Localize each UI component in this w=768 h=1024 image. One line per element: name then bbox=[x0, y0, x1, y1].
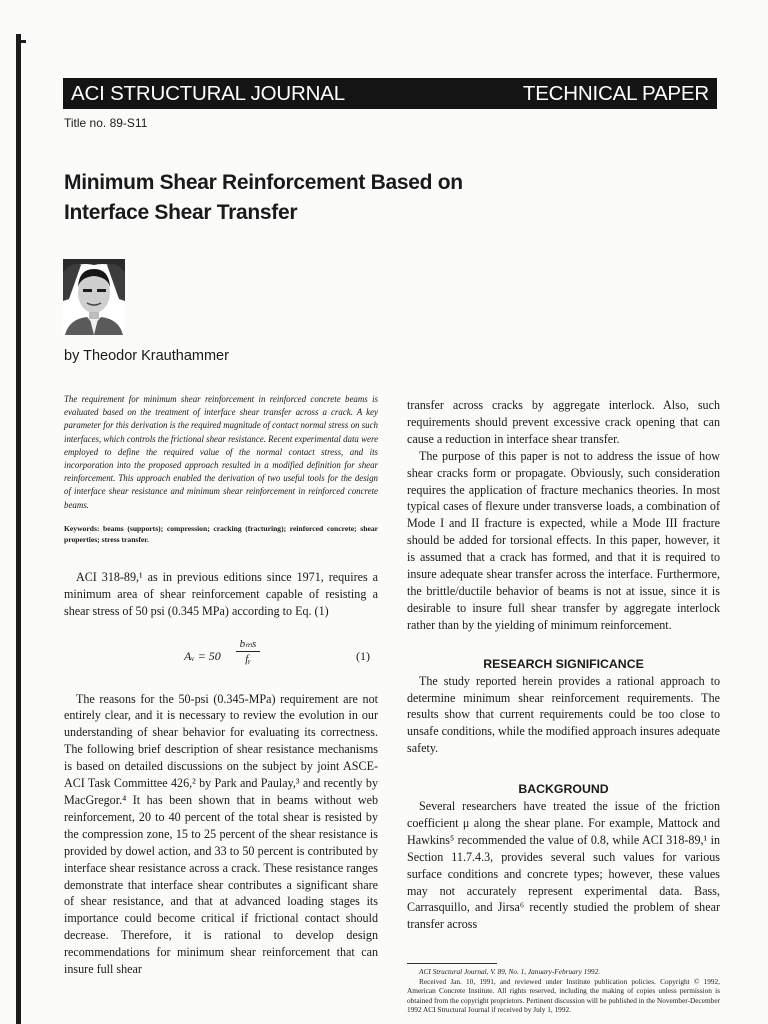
paper-title-line-2: Interface Shear Transfer bbox=[64, 201, 298, 224]
equation-lhs: Aᵥ = 50 bbox=[184, 648, 221, 663]
footnote-copyright: Received Jan. 10, 1991, and reviewed under Institute publication policies. Copyright © 1992, American Concrete Institute. All rights reserved, including the making of copies unless permission is obtained from the copyright proprietors. Pertinent discussion will be published in the November-December 1992 ACI Structural Journal if received by July 1, 1992. bbox=[407, 976, 720, 1015]
equation-fraction bbox=[236, 637, 260, 666]
author-photo bbox=[63, 259, 125, 335]
equation-denominator: fᵧ bbox=[236, 651, 260, 666]
abstract: The requirement for minimum shear reinforcement in reinforced concrete beams is evaluated based on the treatment of interface shear transfer across a crack. A key parameter for this derivation is the required magnitude of contact normal stress on such interfaces, which controls the frictional shear resistance. Recent experimental data were employed to define the required value of the normal contact stress, and its incorporation into the proposed approach resulted in a modified definition for shear reinforcement. This approach enabled the derivation of two useful tools for the design of interface shear resistance and minimum shear reinforcement in reinforced concrete beams. bbox=[64, 394, 379, 510]
footnote bbox=[407, 963, 720, 1015]
author-byline: by Theodor Krauthammer bbox=[64, 348, 229, 364]
keywords: Keywords: beams (supports); compression; cracking (fracturing); reinforced concrete; shear properties; stress transfer. bbox=[64, 523, 378, 544]
section-heading-background: BACKGROUND bbox=[518, 782, 609, 797]
equation-numerator: bₘs bbox=[239, 637, 257, 650]
right-paragraph-2: The purpose of this paper is not to address the issue of how shear cracks form or propagate. Obviously, such consideration requires the application of fracture mechanics theories. In most typical cases of flexure under transverse loads, a combination of Mode I and II fracture is expected, while a Mode III fracture should be added for torsional effects. In this paper, however, it is assumed that a crack has formed, and that it is required to insure adequate shear transfer across the interface. Furthermore, the brittle/ductile behavior of beams is not at issue, since it is desirable to insure full shear transfer by aggregate interlock rather than by the yielding of minimum reinforcement. bbox=[407, 448, 720, 632]
binding-edge bbox=[16, 34, 21, 1024]
background-paragraph: Several researchers have treated the issue of the friction coefficient μ along the shear plane. For example, Mattock and Hawkins⁵ recommended the value of 0.8, while ACI 318-89,¹ in Section 11.7.4.3, provides several such values for various surface conditions and concrete types; however, these values may not accurately represent experimental data. Bass, Carrasquillo, and Jirsa⁶ recently studied the problem of shear transfer across bbox=[407, 799, 720, 932]
binding-edge-mark bbox=[21, 40, 26, 43]
research-significance-paragraph: The study reported herein provides a rational approach to determine minimum shear reinforcement requirements. The results show that current requirements could be too close to unsafe conditions, while the modified approach insures adequate safety. bbox=[407, 673, 720, 756]
section-heading-research-significance: RESEARCH SIGNIFICANCE bbox=[483, 656, 644, 671]
paper-title bbox=[64, 168, 463, 228]
title-number: Title no. 89-S11 bbox=[64, 116, 148, 130]
paper-type: TECHNICAL PAPER bbox=[522, 81, 709, 105]
journal-name: ACI STRUCTURAL JOURNAL bbox=[71, 81, 345, 105]
right-column bbox=[407, 397, 720, 933]
journal-banner bbox=[63, 78, 717, 109]
equation-1 bbox=[64, 637, 378, 677]
equation-number: (1) bbox=[356, 648, 370, 663]
intro-paragraph-1: ACI 318-89,¹ as in previous editions since 1971, requires a minimum area of shear reinforcement capable of resisting a shear stress of 50 psi (0.345 MPa) according to Eq. (1) bbox=[64, 569, 378, 618]
intro-paragraph-2: The reasons for the 50-psi (0.345-MPa) requirement are not entirely clear, and it is necessary to review the evolution in our understanding of shear behavior for evaluating its correctness. The following brief description of shear resistance mechanisms is based on detailed discussions on the subject by joint ASCE-ACI Task Committee 426,² by Park and Paulay,³ and recently by MacGregor.⁴ It has been shown that in beams without web reinforcement, 20 to 40 percent of the total shear is resisted by the compression zone, 15 to 25 percent of the shear resistance is provided by dowel action, and 33 to 50 percent is contributed by interface shear resistance across a crack. These resistance ranges demonstrate that interface shear contributes a significant share of shear resistance, and that at advanced loading stages its importance could become critical if frictional contact should decrease. Therefore, it is rational to develop design recommendations for minimum shear reinforcement that can insure full shear bbox=[64, 691, 378, 977]
footnote-citation: ACI Structural Journal, V. 89, No. 1, January-February 1992. bbox=[419, 967, 601, 976]
left-column bbox=[64, 393, 378, 978]
footnote-rule bbox=[407, 963, 497, 964]
right-paragraph-1: transfer across cracks by aggregate interlock. Also, such requirements should prevent excessive crack opening that can cause a reduction in interface shear transfer. bbox=[407, 398, 720, 446]
paper-title-line-1: Minimum Shear Reinforcement Based on bbox=[64, 171, 463, 194]
